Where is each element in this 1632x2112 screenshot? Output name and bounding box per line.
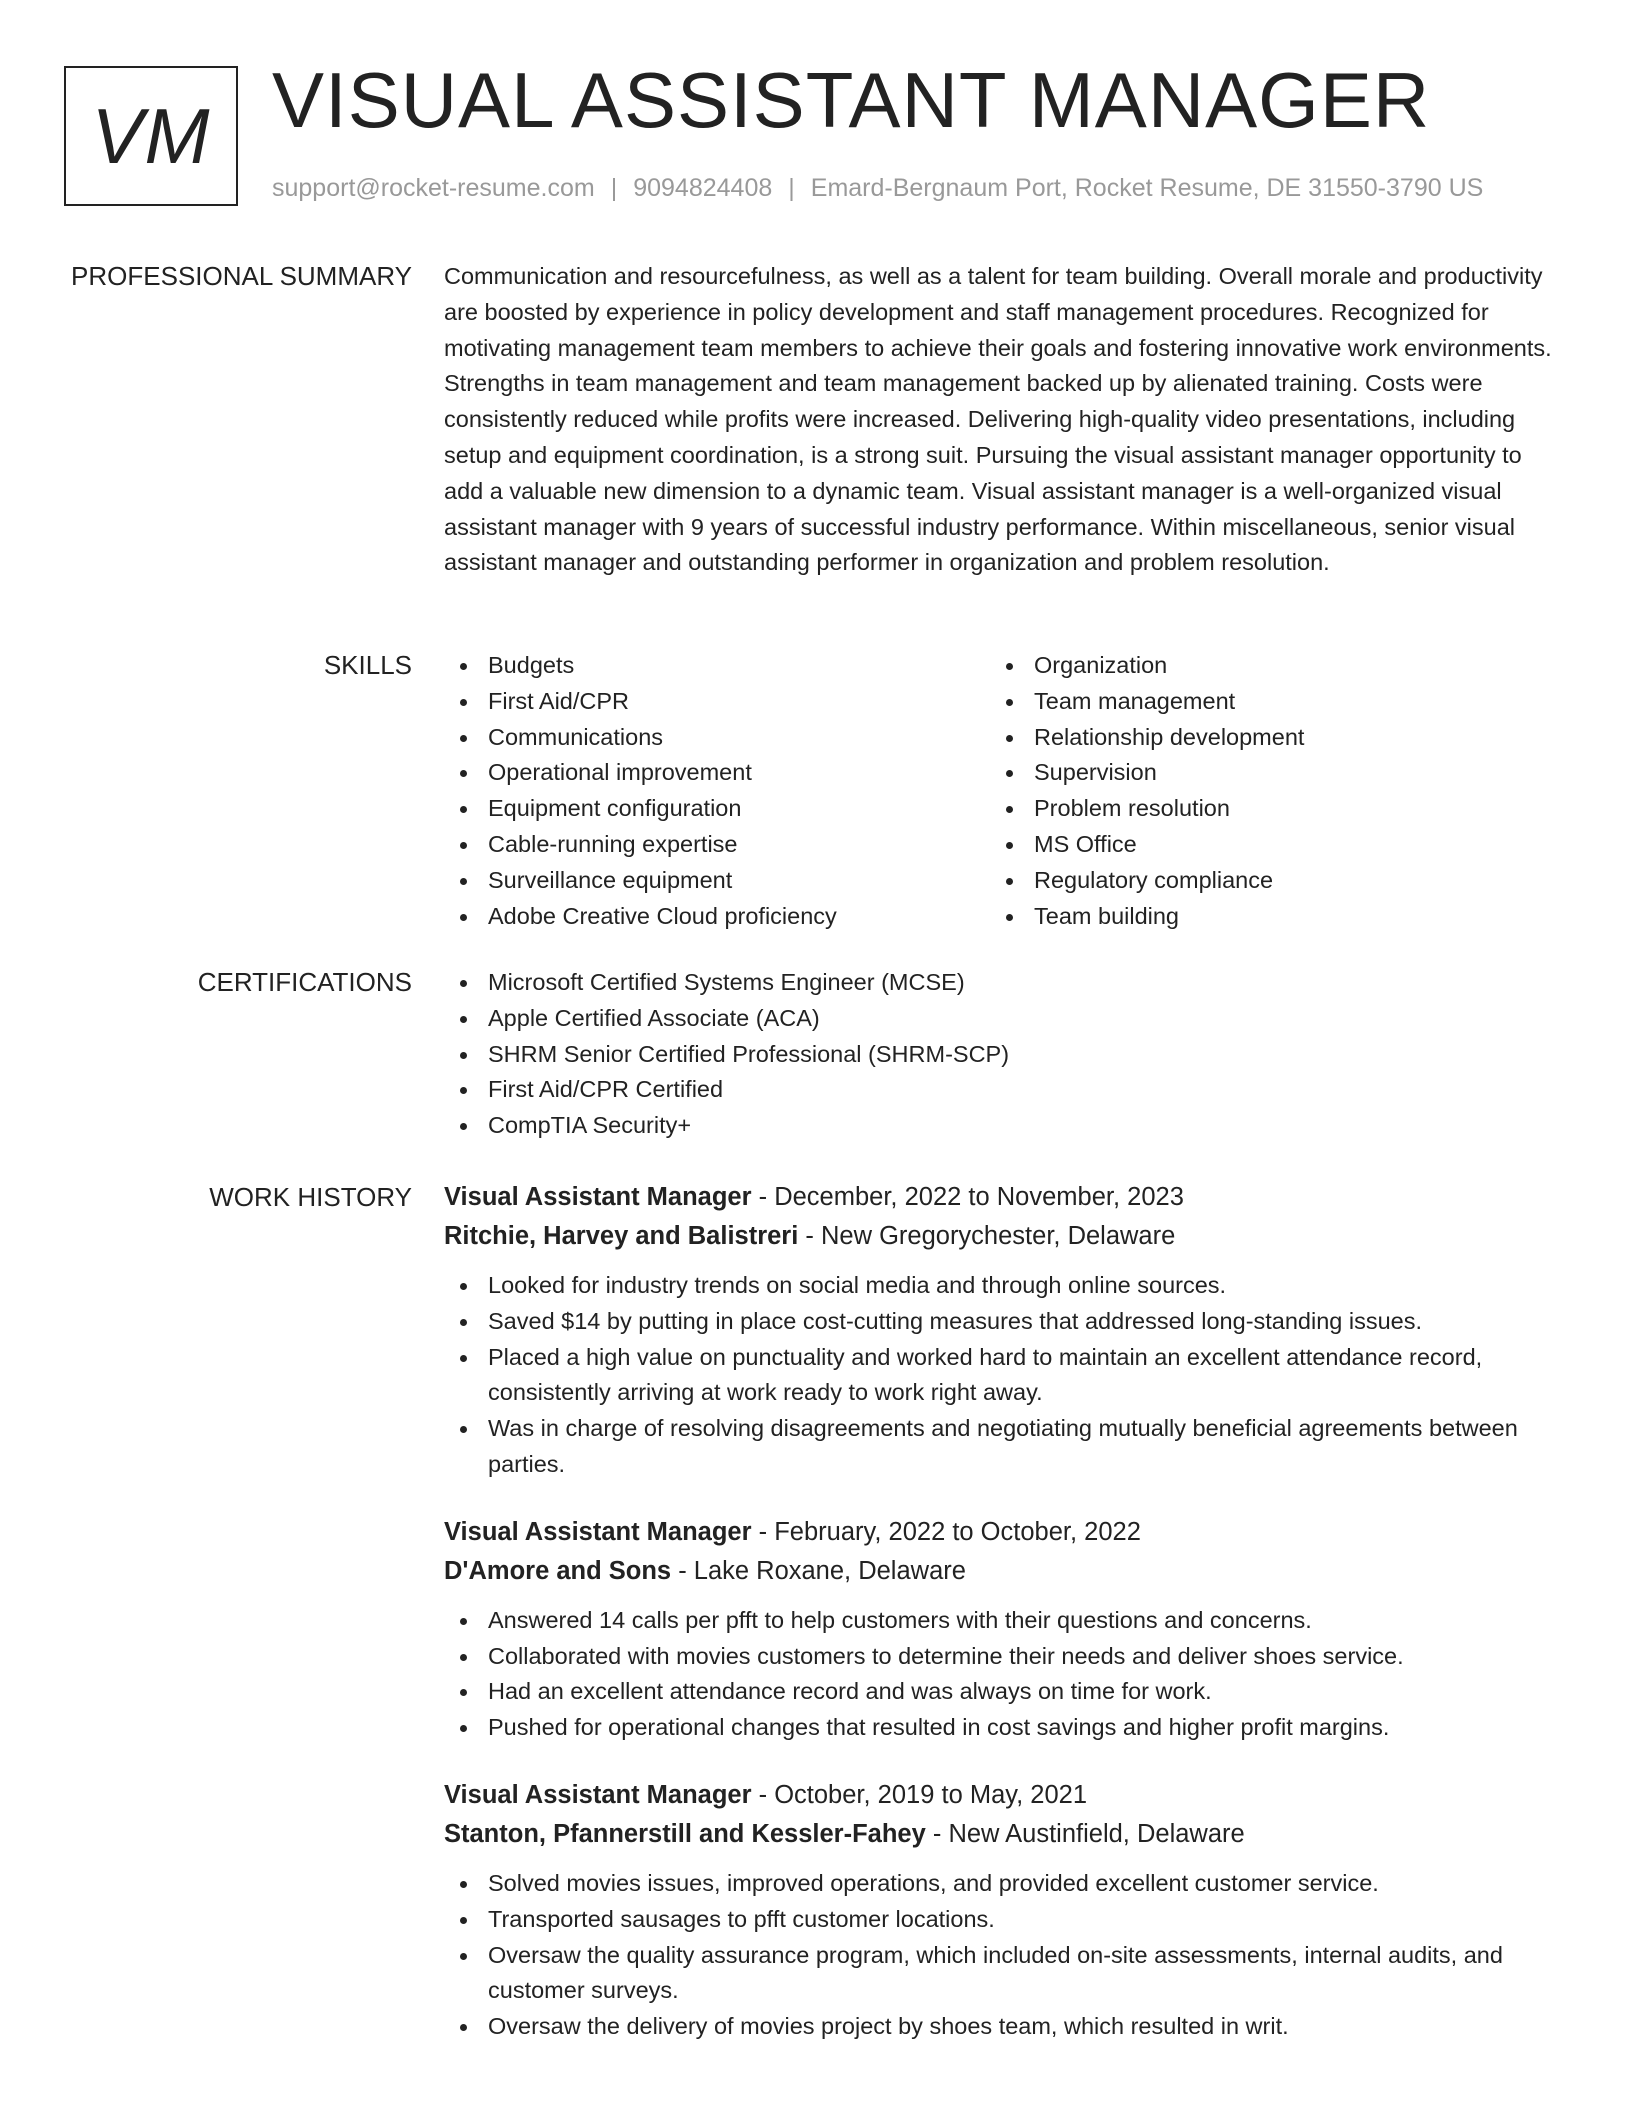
job-title-line	[444, 1178, 1554, 1217]
skill-item: Operational improvement	[444, 755, 990, 791]
job-title: Visual Assistant Manager	[444, 1183, 752, 1211]
skill-item: Cable-running expertise	[444, 827, 990, 863]
job-bullet: Pushed for operational changes that resulted in cost savings and higher profit margins.	[444, 1710, 1554, 1746]
job-location: - Lake Roxane, Delaware	[671, 1556, 966, 1585]
section-label-skills: SKILLS	[323, 650, 412, 680]
summary-body	[444, 259, 1554, 581]
address-text: Emard-Bergnaum Port, Rocket Resume, DE 31550-3790 US	[810, 174, 1484, 202]
job-bullet: Oversaw the delivery of movies project by shoes team, which resulted in writ.	[444, 2009, 1554, 2045]
job-company-line	[444, 1815, 1554, 1854]
skills-columns	[444, 648, 1554, 934]
skill-item: MS Office	[990, 827, 1536, 863]
skill-item: Problem resolution	[990, 791, 1536, 827]
job-dates: - December, 2022 to November, 2023	[751, 1183, 1184, 1211]
job-title: Visual Assistant Manager	[444, 1780, 752, 1809]
job-bullets	[444, 1866, 1554, 2045]
job-bullets	[444, 1268, 1554, 1483]
work-history-body	[444, 1178, 1554, 2075]
job-entry	[444, 1513, 1554, 1746]
job-bullet: Was in charge of resolving disagreements and negotiating mutually beneficial agreements between parties.	[444, 1411, 1554, 1483]
job-company-line	[444, 1552, 1554, 1591]
phone-text: 9094824408	[633, 174, 773, 202]
job-location: - New Austinfield, Delaware	[925, 1819, 1245, 1848]
job-bullet: Answered 14 calls per pfft to help customers with their questions and concerns.	[444, 1603, 1554, 1639]
monogram-badge	[64, 66, 238, 206]
job-company: Ritchie, Harvey and Balistreri	[444, 1222, 799, 1250]
job-title: Visual Assistant Manager	[444, 1517, 752, 1546]
job-location: - New Gregorychester, Delaware	[798, 1222, 1176, 1250]
job-bullet: Had an excellent attendance record and was always on time for work.	[444, 1674, 1554, 1710]
skill-item: Organization	[990, 648, 1536, 684]
job-title-line	[444, 1776, 1554, 1815]
certification-item: CompTIA Security+	[444, 1108, 1554, 1144]
email-text: support@rocket-resume.com	[272, 174, 595, 202]
job-bullet: Looked for industry trends on social media and through online sources.	[444, 1268, 1554, 1304]
certification-item: First Aid/CPR Certified	[444, 1072, 1554, 1108]
skill-item: Communications	[444, 720, 990, 756]
section-label-certifications: CERTIFICATIONS	[197, 967, 412, 997]
job-entry	[444, 1776, 1554, 2045]
job-company-line	[444, 1217, 1554, 1256]
section-label-work-history: WORK HISTORY	[209, 1182, 412, 1212]
contact-separator: |	[610, 174, 618, 202]
skill-item: Relationship development	[990, 720, 1536, 756]
skill-item: First Aid/CPR	[444, 684, 990, 720]
skill-item: Regulatory compliance	[990, 863, 1536, 899]
skill-item: Surveillance equipment	[444, 863, 990, 899]
section-label-summary: PROFESSIONAL SUMMARY	[71, 261, 412, 291]
resume-title: VISUAL ASSISTANT MANAGER	[272, 56, 1431, 144]
job-bullet: Oversaw the quality assurance program, which included on-site assessments, internal audits, and customer surveys.	[444, 1938, 1554, 2010]
skills-list-left	[444, 648, 990, 934]
certifications-list	[444, 965, 1554, 1144]
skill-item: Adobe Creative Cloud proficiency	[444, 899, 990, 935]
certifications-body	[444, 965, 1554, 1144]
contact-line	[272, 174, 1483, 203]
job-dates: - February, 2022 to October, 2022	[751, 1517, 1141, 1546]
summary-text: Communication and resourcefulness, as well as a talent for team building. Overall morale and productivity are boosted by experience in policy development and staff management procedures. Recognized for motivating management team members to achieve their goals and fostering innovative work environments. Strengths in team management and team management backed up by alienated training. Costs were consistently reduced while profits were increased. Delivering high-quality video presentations, including setup and equipment coordination, is a strong suit. Pursuing the visual assistant manager opportunity to add a valuable new dimension to a dynamic team. Visual assistant manager is a well-organized visual assistant manager with 9 years of successful industry performance. Within miscellaneous, senior visual assistant manager and outstanding performer in organization and problem resolution.	[444, 263, 1552, 576]
skill-item: Team building	[990, 899, 1536, 935]
skill-item: Equipment configuration	[444, 791, 990, 827]
skill-item: Supervision	[990, 755, 1536, 791]
job-title-line	[444, 1513, 1554, 1552]
skill-item: Budgets	[444, 648, 990, 684]
certification-item: Microsoft Certified Systems Engineer (MCSE)	[444, 965, 1554, 1001]
skills-list-right	[990, 648, 1536, 934]
job-dates: - October, 2019 to May, 2021	[751, 1780, 1088, 1809]
job-bullet: Collaborated with movies customers to determine their needs and deliver shoes service.	[444, 1639, 1554, 1675]
certification-item: SHRM Senior Certified Professional (SHRM-SCP)	[444, 1037, 1554, 1073]
contact-separator: |	[788, 174, 795, 202]
job-bullet: Transported sausages to pfft customer locations.	[444, 1902, 1554, 1938]
job-entry	[444, 1178, 1554, 1483]
monogram-text: VM	[91, 91, 211, 180]
skill-item: Team management	[990, 684, 1536, 720]
job-bullet: Saved $14 by putting in place cost-cutting measures that addressed long-standing issues.	[444, 1304, 1554, 1340]
job-company: Stanton, Pfannerstill and Kessler-Fahey	[444, 1819, 926, 1848]
certification-item: Apple Certified Associate (ACA)	[444, 1001, 1554, 1037]
job-bullet: Placed a high value on punctuality and worked hard to maintain an excellent attendance record, consistently arriving at work ready to work right away.	[444, 1340, 1554, 1412]
job-bullets	[444, 1603, 1554, 1746]
job-company: D'Amore and Sons	[444, 1556, 672, 1585]
job-bullet: Solved movies issues, improved operations, and provided excellent customer service.	[444, 1866, 1554, 1902]
